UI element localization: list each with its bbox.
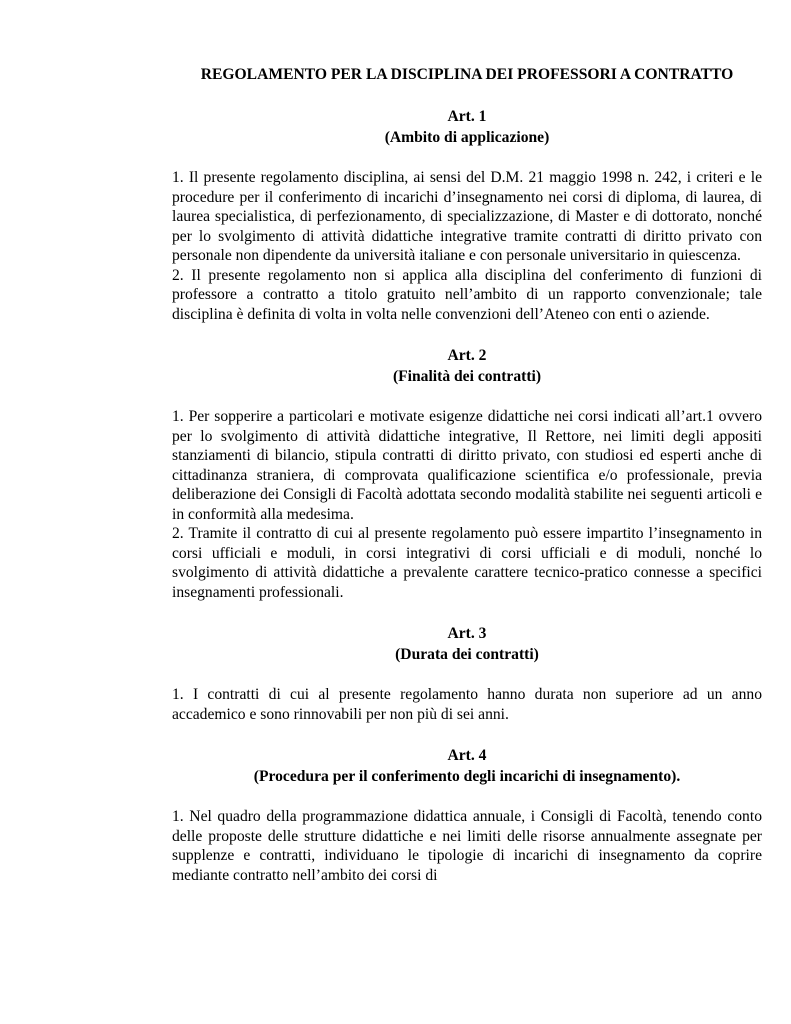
document-page <box>172 64 762 885</box>
article-paragraph: 1. Il presente regolamento disciplina, ai sensi del D.M. 21 maggio 1998 n. 242, i criteri e le procedure per il conferimento di incarichi d’insegnamento nei corsi di diploma, di laurea, di laurea specialistica, di perfezionamento, di specializzazione, di Master e di dottorato, nonché per lo svolgimento di attività didattiche integrative tramite contratti di diritto privato con personale non dipendente da università italiane e con personale universitario in quiescenza. <box>172 169 762 264</box>
article-header <box>172 345 762 387</box>
document-title: REGOLAMENTO PER LA DISCIPLINA DEI PROFESSORI A CONTRATTO <box>200 66 734 83</box>
article-paragraph: 1. Nel quadro della programmazione didattica annuale, i Consigli di Facoltà, tenendo conto delle proposte delle strutture didattiche e nei limiti delle risorse annualmente assegnate per supplenze e contratti, individuano le tipologie di incarichi di insegnamento da coprire mediante contratto nell’ambito dei corsi di <box>172 808 762 884</box>
article-number: Art. 1 <box>447 108 487 125</box>
article-paragraph: 2. Tramite il contratto di cui al presente regolamento può essere impartito l’insegnamento in corsi ufficiali e moduli, in corsi integrativi di corsi ufficiali e di moduli, nonché lo svolgimento di attività didattiche a prevalente carattere tecnico-pratico connesse a specifici insegnamenti professionali. <box>172 525 762 601</box>
article-2 <box>172 345 762 602</box>
article-heading: (Finalità dei contratti) <box>392 368 542 385</box>
document-title-block <box>172 64 762 85</box>
article-header <box>172 745 762 787</box>
article-3 <box>172 623 762 724</box>
article-heading: (Procedura per il conferimento degli incarichi di insegnamento). <box>253 768 681 785</box>
article-number: Art. 3 <box>447 625 487 642</box>
article-paragraph: 1. I contratti di cui al presente regolamento hanno durata non superiore ad un anno accademico e sono rinnovabili per non più di sei anni. <box>172 686 762 723</box>
article-1 <box>172 106 762 324</box>
article-paragraph: 2. Il presente regolamento non si applica alla disciplina del conferimento di funzioni di professore a contratto a titolo gratuito nell’ambito di un rapporto convenzionale; tale disciplina è definita di volta in volta nelle convenzioni dell’Ateneo con enti o aziende. <box>172 266 762 323</box>
article-heading: (Durata dei contratti) <box>395 646 539 663</box>
article-4 <box>172 745 762 885</box>
article-heading: (Ambito di applicazione) <box>384 129 550 146</box>
article-paragraph: 1. Per sopperire a particolari e motivate esigenze didattiche nei corsi indicati all’art.1 ovvero per lo svolgimento di attività didattiche integrative, Il Rettore, nei limiti degli appositi stanziamenti di bilancio, stipula contratti di diritto privato, con studiosi ed esperti anche di cittadinanza straniera, di comprovata qualificazione scientifica e/o professionale, previa deliberazione dei Consigli di Facoltà adottata secondo modalità stabilite nei seguenti articoli e in conformità alla medesima. <box>172 408 762 523</box>
article-number: Art. 2 <box>447 347 487 364</box>
article-number: Art. 4 <box>447 747 487 764</box>
article-header <box>172 623 762 665</box>
article-header <box>172 106 762 148</box>
